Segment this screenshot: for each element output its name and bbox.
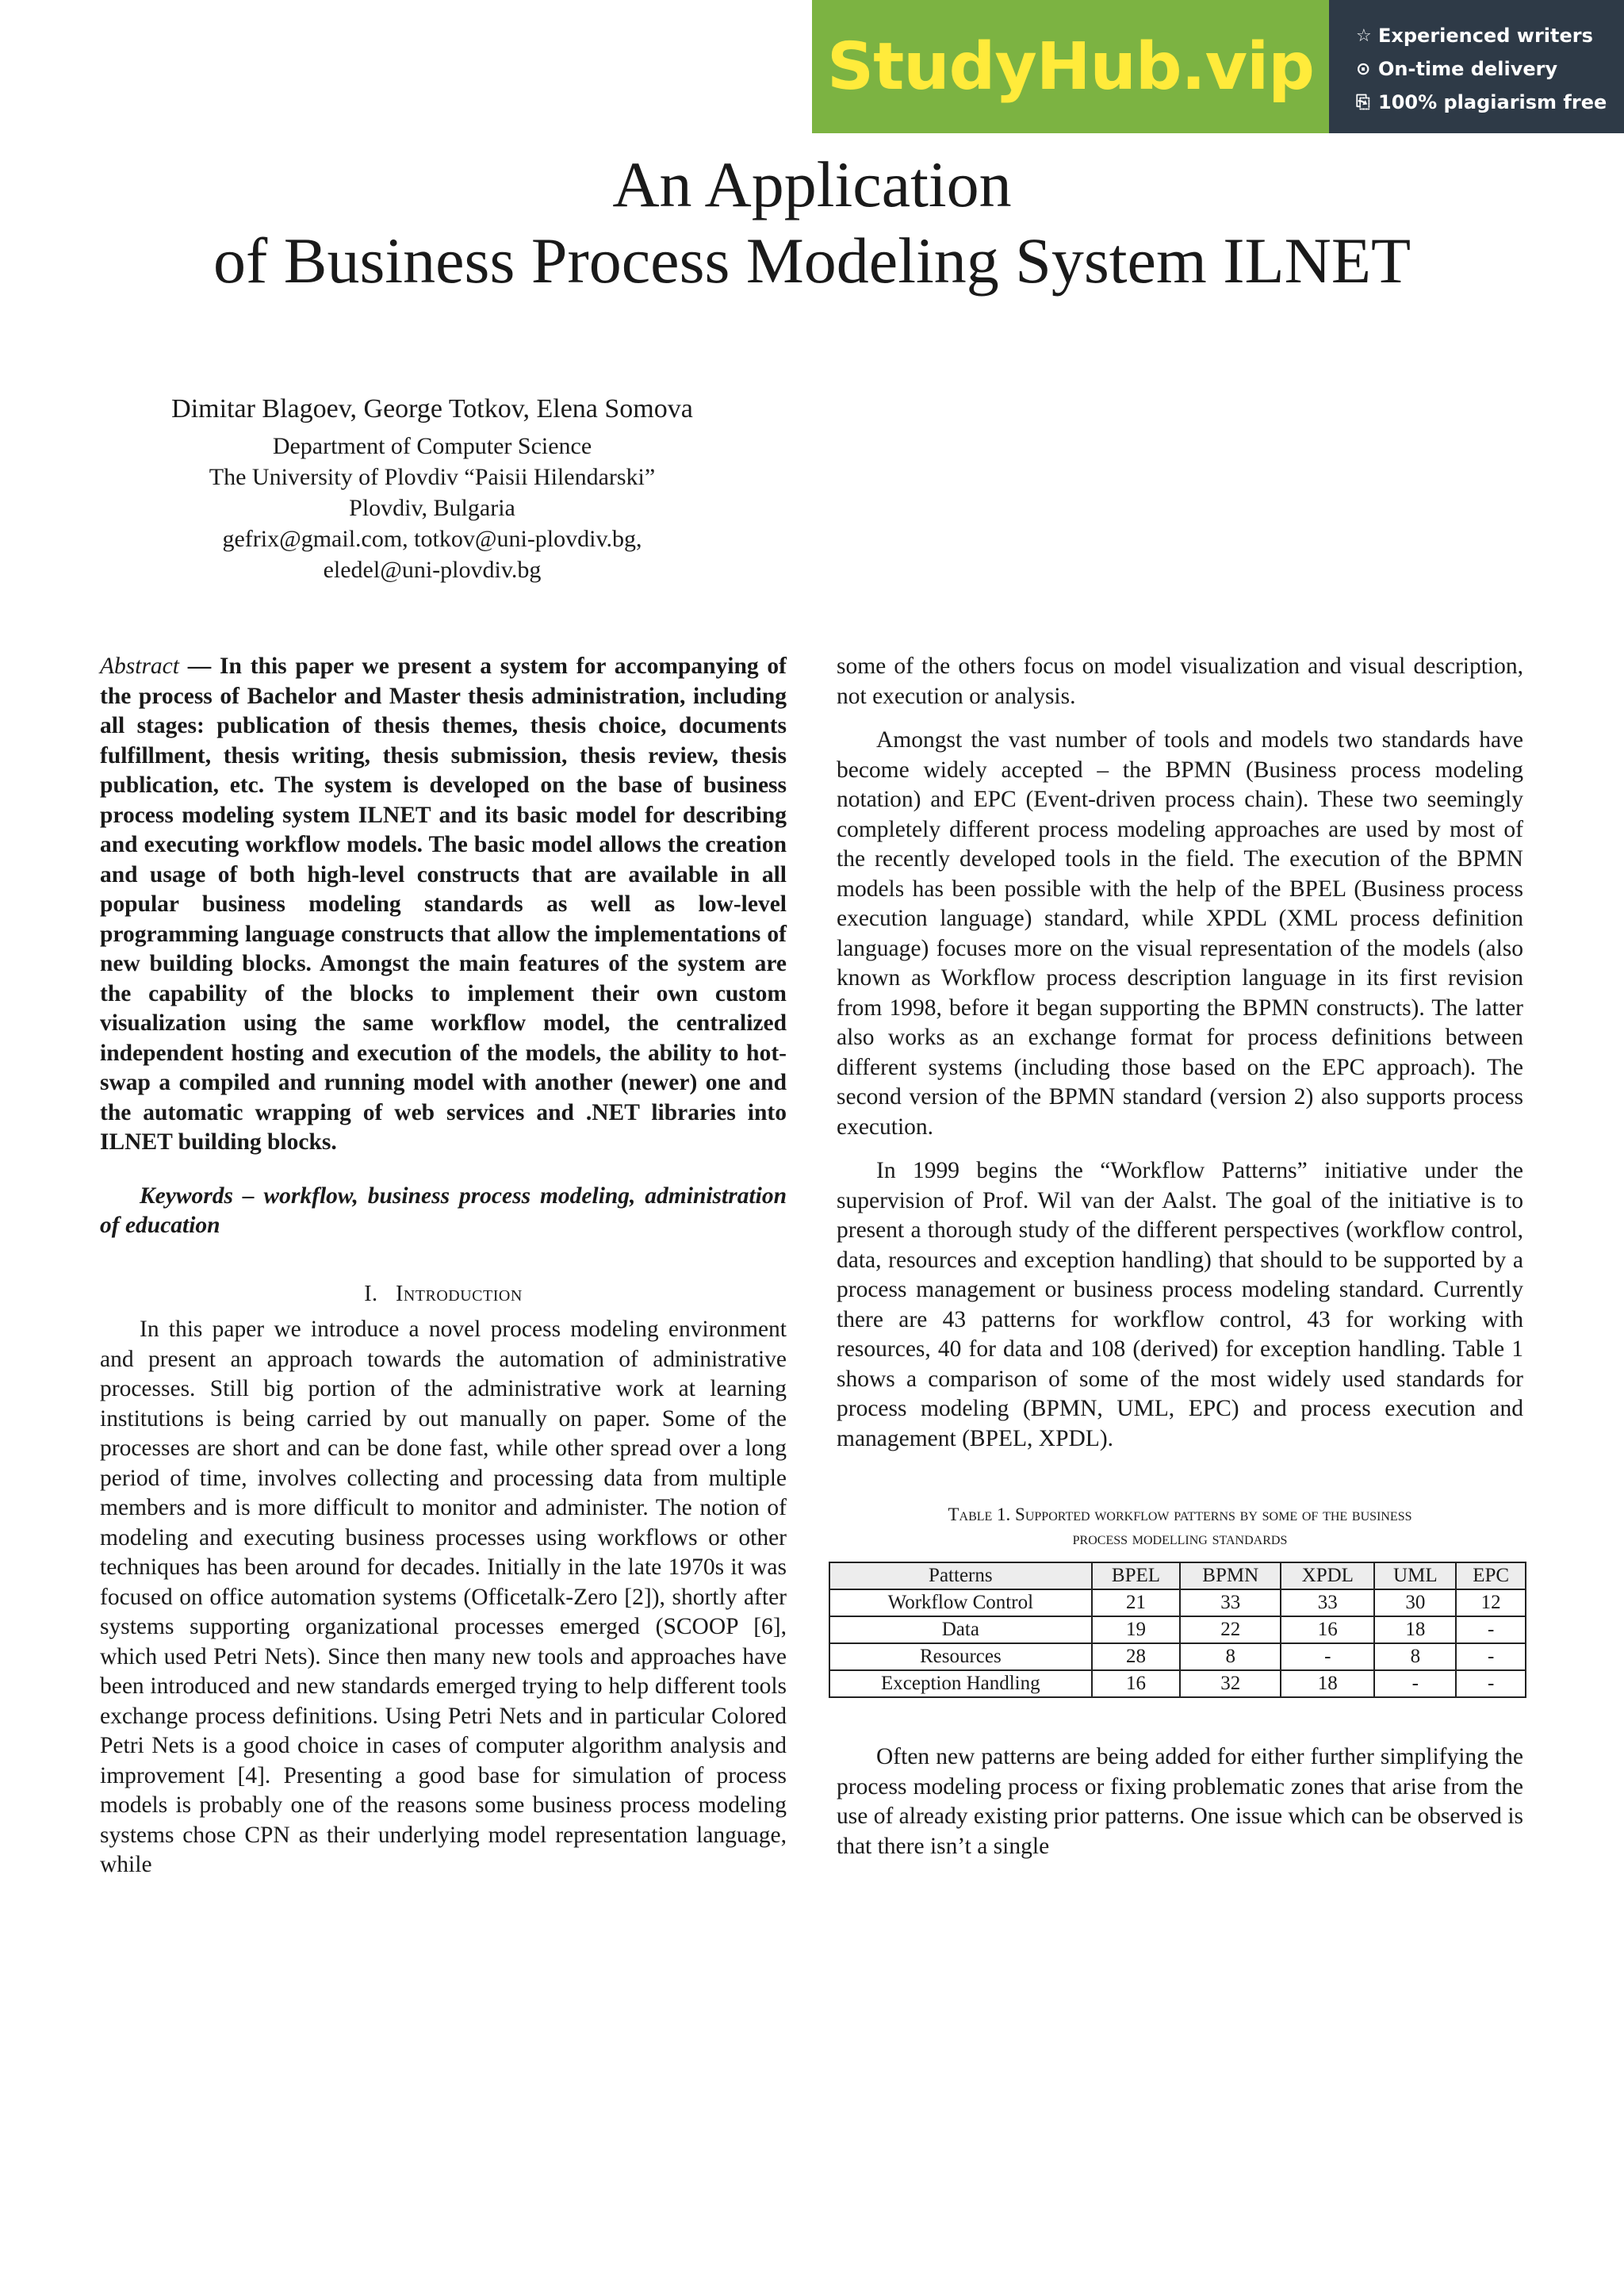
- banner-features: [1329, 0, 1624, 133]
- logo-text: StudyHub.vip: [827, 29, 1314, 105]
- table-row: [829, 1670, 1526, 1697]
- table-cell: Exception Handling: [829, 1670, 1092, 1697]
- author-names: Dimitar Blagoev, George Totkov, Elena Somova: [171, 394, 693, 424]
- paragraph-workflow-patterns: In 1999 begins the “Workflow Patterns” initiative under the supervision of Prof. Wil van der Aalst. The goal of the initiative is to present a thorough study of the different perspectives (workflow control, data, resources and exception handling) that should to be supported by a process management or business process modeling standard. Currently there are 43 patterns for workflow control, 43 for working with resources, 40 for data and 108 (derived) for exception handling. Table 1 shows a comparison of some of the most widely used standards for process modeling (BPMN, UML, EPC) and process execution and management (BPEL, XPDL).: [837, 1158, 1523, 1451]
- patterns-table: [829, 1562, 1526, 1698]
- paper-title: [0, 147, 1624, 299]
- table-header: BPEL: [1092, 1562, 1181, 1589]
- title-line-1: An Application: [612, 148, 1012, 220]
- table-header: Patterns: [829, 1562, 1092, 1589]
- star-icon: ☆: [1356, 25, 1372, 46]
- table-cell: 33: [1281, 1589, 1374, 1616]
- table-cell: -: [1456, 1670, 1526, 1697]
- paragraph-standards: Amongst the vast number of tools and models two standards have become widely accepted – the BPMN (Business process modeling notation) and EPC (Event-driven process chain). These two seemingly completely different process modeling approaches are used by most of the recently developed tools in the field. The execution of the BPMN models has been possible with the help of the BPEL (Business process execution language) standard, while XPDL (XML process definition language) focuses more on the visual representation of the models (also known as Workflow process description language in its first revision from 1998, before it began supporting the BPMN constructs). The latter also works as an exchange format for process definitions between different systems (including those based on the EPC approach). The second version of the BPMN standard (version 2) also supports process execution.: [837, 727, 1523, 1140]
- feature-plagiarism-free: [1356, 86, 1624, 119]
- table-row: [829, 1616, 1526, 1643]
- table-cell: 21: [1092, 1589, 1181, 1616]
- table-cell: 32: [1180, 1670, 1281, 1697]
- section-heading-introduction: [100, 1279, 787, 1309]
- author-emails-continued: eledel@uni-plovdiv.bg: [323, 557, 542, 583]
- table-cell: 8: [1374, 1643, 1456, 1670]
- table-caption-line-2: process modelling standards: [1072, 1528, 1288, 1548]
- section-number: I.: [364, 1281, 378, 1306]
- table-cell: -: [1456, 1643, 1526, 1670]
- feature-experienced-writers: [1356, 19, 1624, 52]
- author-block: [87, 391, 777, 585]
- table-cell: 18: [1281, 1670, 1374, 1697]
- section-title: Introduction: [396, 1281, 523, 1306]
- abstract: [100, 652, 787, 1158]
- table-header: BPMN: [1180, 1562, 1281, 1589]
- left-column: [100, 652, 787, 1880]
- table-cell: -: [1281, 1643, 1374, 1670]
- studyhub-banner[interactable]: [812, 0, 1624, 133]
- paragraph-continued: some of the others focus on model visualization and visual description, not execution or analysis.: [837, 654, 1523, 709]
- table-cell: Data: [829, 1616, 1092, 1643]
- table-cell: 30: [1374, 1589, 1456, 1616]
- table-cell: -: [1374, 1670, 1456, 1697]
- feature-text: On-time delivery: [1378, 58, 1558, 80]
- intro-paragraph: In this paper we introduce a novel process modeling environment and present an approach towards the automation of administrative processes. Still big portion of the administrative work at learning institutions is being carried by out manually on paper. Some of the processes are short and can be done fast, while other spread over a long period of time, involves collecting and processing data from multiple members and is more difficult to monitor and administer. The notion of modeling and executing business processes using workflows or other techniques has been around for decades. Initially in the late 1970s it was focused on office automation systems (Officetalk-Zero [2]), shortly after systems supporting organizational processes emerged (SCOOP [6], which used Petri Nets). Since then many new tools and approaches have been introduced and new standards emerged trying to help different tools exchange process definitions. Using Petri Nets and in particular Colored Petri Nets is a good choice in cases of computer algorithm analysis and improvement [4]. Presenting a good base for simulation of process models is probably one of the reasons some business process modeling systems chose CPN as their underlying model representation language, while: [100, 1317, 787, 1877]
- document-icon: ⎘: [1356, 92, 1370, 113]
- abstract-label: Abstract: [100, 654, 179, 679]
- title-line-2: of Business Process Modeling System ILNET: [213, 224, 1411, 297]
- table-caption: [837, 1503, 1523, 1550]
- affiliation-city: Plovdiv, Bulgaria: [349, 495, 515, 521]
- clock-icon: ⊙: [1356, 59, 1371, 79]
- abstract-dash: —: [178, 654, 220, 679]
- affiliation-department: Department of Computer Science: [272, 433, 592, 459]
- feature-text: Experienced writers: [1378, 25, 1593, 47]
- keywords: Keywords – workflow, business process modeling, administration of education: [100, 1182, 787, 1238]
- table-row: [829, 1589, 1526, 1616]
- table-row: [829, 1643, 1526, 1670]
- feature-text: 100% plagiarism free: [1378, 91, 1607, 113]
- right-column: [837, 652, 1523, 1861]
- table-cell: 22: [1180, 1616, 1281, 1643]
- table-header-row: [829, 1562, 1526, 1589]
- table-cell: 12: [1456, 1589, 1526, 1616]
- table-cell: Workflow Control: [829, 1589, 1092, 1616]
- table-cell: 18: [1374, 1616, 1456, 1643]
- affiliation-university: The University of Plovdiv “Paisii Hilendarski”: [209, 464, 656, 490]
- table-cell: 33: [1180, 1589, 1281, 1616]
- abstract-text: In this paper we present a system for accompanying of the process of Bachelor and Master thesis administration, including all stages: publication of thesis themes, thesis choice, documents fulfillment, thesis writing, thesis submission, thesis review, thesis publication, etc. The system is developed on the base of business process modeling system ILNET and its basic model for describing and executing workflow models. The basic model allows the creation and usage of both high-level constructs that are available in all popular business modeling standards as well as low-level programming language constructs that allow the implementations of new building blocks. Amongst the main features of the system are the capability of the blocks to implement their own custom visualization using the same workflow model, the centralized independent hosting and execution of the models, the ability to hot-swap a compiled and running model with another (newer) one and the automatic wrapping of web services and .NET libraries into ILNET building blocks.: [100, 654, 787, 1155]
- table-cell: 8: [1180, 1643, 1281, 1670]
- author-emails: gefrix@gmail.com, totkov@uni-plovdiv.bg,: [222, 526, 642, 552]
- table-cell: 28: [1092, 1643, 1181, 1670]
- studyhub-logo[interactable]: [812, 0, 1329, 133]
- table-cell: 16: [1281, 1616, 1374, 1643]
- table-header: UML: [1374, 1562, 1456, 1589]
- table-header: XPDL: [1281, 1562, 1374, 1589]
- feature-on-time-delivery: [1356, 52, 1624, 86]
- table-cell: 19: [1092, 1616, 1181, 1643]
- table-cell: -: [1456, 1616, 1526, 1643]
- table-cell: Resources: [829, 1643, 1092, 1670]
- table-caption-line-1: Table 1. Supported workflow patterns by some of the business: [948, 1504, 1412, 1524]
- table-header: EPC: [1456, 1562, 1526, 1589]
- table-cell: 16: [1092, 1670, 1181, 1697]
- paragraph-new-patterns: Often new patterns are being added for either further simplifying the process modeling process or fixing problematic zones that arise from the use of already existing prior patterns. One issue which can be observed is that there isn’t a single: [837, 1744, 1523, 1859]
